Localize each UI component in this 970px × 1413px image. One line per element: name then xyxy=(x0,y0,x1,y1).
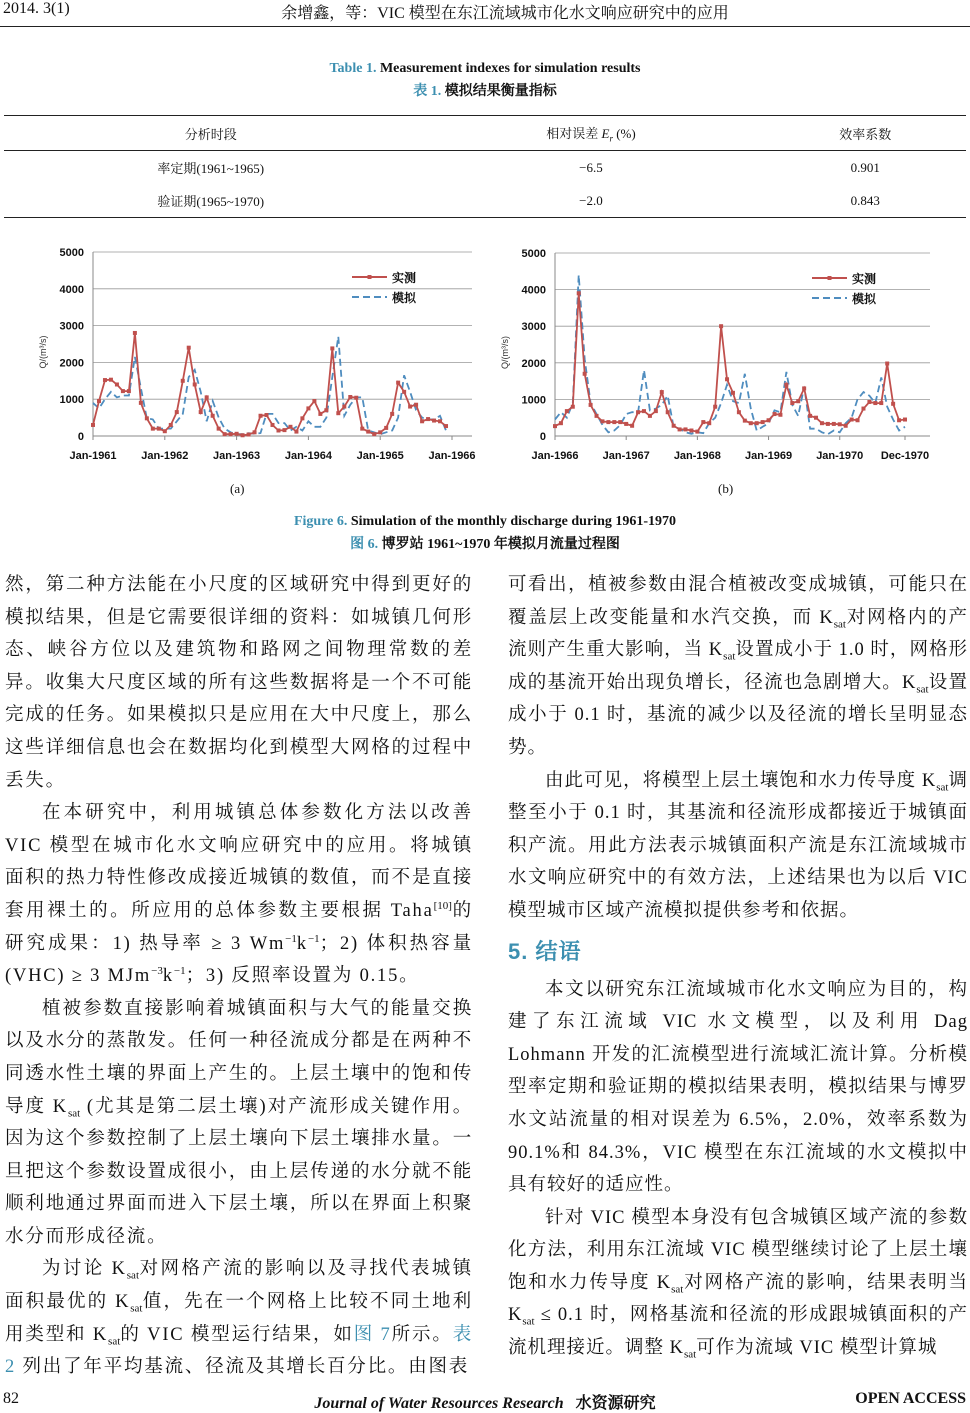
observed-data-point xyxy=(259,414,263,418)
observed-data-point xyxy=(253,430,257,434)
text-run: 设置成小于 0.1 时，基流的减少以及径流的增长呈明显态势。 xyxy=(508,672,968,758)
observed-data-point xyxy=(205,395,209,399)
subscript: sat xyxy=(833,618,846,631)
observed-data-point xyxy=(175,410,179,414)
text-run: 值，先在一个网格上比较不同土地利用类型和 K xyxy=(5,1292,473,1345)
body-paragraph xyxy=(508,1202,968,1365)
observed-data-point xyxy=(832,422,836,426)
subscript: sat xyxy=(522,1316,535,1329)
cell-error: −6.5 xyxy=(579,159,603,175)
text-run: (尤其是第二层土壤)对产流形成关键作用。因为这个参数控制了上层土壤向下层土壤排水量。一旦把这个参数设置成很小，由上层传递的水分就不能顺利地通过界面而进入下层土壤，所以在界面上积聚水分而形成径流。 xyxy=(5,1096,474,1247)
col-header-error: 相对误差 $E_r$ (%) xyxy=(546,125,636,144)
observed-data-point xyxy=(193,382,197,386)
text-run: 可看出，植被参数由混合植被改变成城镇，可能只在覆盖层上改变能量和水汽交换，而 K xyxy=(508,575,968,628)
legend-observed-marker xyxy=(368,275,372,279)
text-run: k xyxy=(162,966,174,987)
text-run: 可作为流域 VIC 模型计算城 xyxy=(696,1338,938,1359)
observed-data-point xyxy=(163,429,167,433)
y-tick-label: 2000 xyxy=(521,357,546,370)
observed-data-point xyxy=(636,410,640,414)
observed-data-point xyxy=(378,430,382,434)
open-access-label: OPEN ACCESS xyxy=(855,1390,966,1407)
observed-data-point xyxy=(217,427,221,431)
observed-data-point xyxy=(873,401,877,405)
subscript: sat xyxy=(684,1348,697,1361)
subscript: sat xyxy=(723,650,736,663)
observed-data-point xyxy=(796,399,800,403)
observed-data-point xyxy=(624,422,628,426)
observed-data-point xyxy=(737,410,741,414)
observed-data-point xyxy=(199,410,203,414)
observed-data-point xyxy=(826,422,830,426)
text-run: 植被参数直接影响着城镇面积与大气的能量交换以及水分的蒸散发。任何一种径流成分都是在两种不同透水性土壤的界面上产生的。上层土壤中的饱和传导度 K xyxy=(5,998,473,1117)
col-header-efficiency: 效率系数 xyxy=(839,126,892,142)
table-number-zh: 表 1. xyxy=(413,84,442,99)
observed-data-point xyxy=(127,389,131,393)
text-run: 所示。 xyxy=(391,1324,453,1345)
observed-data-point xyxy=(749,421,753,425)
text-run: 列出了年平均基流、径流及其增长百分比。由图表 xyxy=(16,1357,470,1378)
text-run: 在本研究中，利用城镇总体参数化方法以改善 VIC 模型在城市化水文响应研究中的应用。将城镇面积的热力特性修改成接近城镇的数值，而不是直接套用裸土的。所应用的总体参数主要根据 Taha xyxy=(5,803,473,921)
table-row xyxy=(4,151,966,185)
y-axis-label: Q/(m³/s) xyxy=(500,336,510,369)
discharge-charts xyxy=(0,235,970,475)
observed-data-point xyxy=(372,432,376,436)
y-tick-label: 0 xyxy=(77,431,84,443)
legend-observed-label: 实测 xyxy=(852,272,877,286)
text-run: 的研究成果：1) 热导率 ≥ 3 Wm xyxy=(5,900,473,954)
figure-caption-zh: 图 6. 博罗站 1961~1970 年模拟月流量过程图 xyxy=(350,537,620,552)
observed-data-point xyxy=(678,427,682,431)
observed-data-point xyxy=(366,430,370,434)
observed-data-point xyxy=(713,405,717,409)
x-tick-label: Jan-1969 xyxy=(745,450,793,462)
observed-data-point xyxy=(595,414,599,418)
table-title: Measurement indexes for simulation results xyxy=(379,61,641,76)
text-run: 对网格产流的影响，结果表明当 K xyxy=(508,1272,968,1326)
observed-data-point xyxy=(565,409,569,413)
text-run: 5. 结语 xyxy=(508,938,582,964)
table-title-zh: 模拟结果衡量指标 xyxy=(444,84,557,99)
text-run: 对网格内的产流则产生重大影响，当 K xyxy=(508,607,968,661)
superscript: −3 xyxy=(151,964,163,977)
cell-efficiency: 0.843 xyxy=(850,192,880,208)
observed-data-point xyxy=(306,406,310,410)
y-tick-label: 2000 xyxy=(59,357,84,370)
superscript: −1 xyxy=(307,932,320,945)
observed-data-point xyxy=(354,396,358,400)
text-run: 然，第二种方法能在小尺度的区域研究中得到更好的模拟结果，但是它需要很详细的资料：如城镇几何形态、峡谷方位以及建筑物和路网之间物理常数的差异。收集大尺度区域的所有这些数据将是一个不可能完成的任务。如果模拟只是应用在大中尺度上，那么这些详细信息也会在数据均化到模型大网格的过程中丢失。 xyxy=(5,575,473,791)
observed-data-point xyxy=(577,291,581,295)
observed-data-point xyxy=(241,433,245,437)
body-paragraph xyxy=(5,569,473,797)
observed-data-point xyxy=(838,422,842,426)
observed-data-point xyxy=(761,420,765,424)
legend-simulated-label: 模拟 xyxy=(392,291,417,305)
observed-data-point xyxy=(229,432,233,436)
subscript: sat xyxy=(936,781,949,794)
y-tick-label: 3000 xyxy=(521,321,546,334)
body-paragraph xyxy=(5,797,473,993)
observed-data-point xyxy=(396,381,400,385)
table-caption-zh xyxy=(413,80,557,100)
observed-data-point xyxy=(571,405,575,409)
x-tick-label: Jan-1968 xyxy=(673,450,721,462)
observed-data-point xyxy=(247,433,251,437)
text-run: k xyxy=(296,933,308,954)
observed-data-point xyxy=(336,411,340,415)
observed-data-point xyxy=(630,424,634,428)
body-paragraph xyxy=(508,569,968,765)
observed-data-point xyxy=(755,421,759,425)
subscript: sat xyxy=(108,1335,121,1348)
text-run: ≤ 0.1 时，网格基流和径流的形成跟城镇面积的产流机理接近。调整 K xyxy=(508,1305,968,1359)
header-divider xyxy=(0,26,970,27)
observed-data-point xyxy=(169,423,173,427)
observed-data-point xyxy=(856,418,860,422)
observed-data-point xyxy=(684,427,688,431)
observed-data-point xyxy=(903,418,907,422)
table-header-row xyxy=(4,116,966,151)
observed-data-point xyxy=(348,395,352,399)
observed-data-point xyxy=(384,426,388,430)
y-tick-label: 5000 xyxy=(59,247,84,259)
table-number: Table 1. xyxy=(329,61,377,76)
observed-data-point xyxy=(432,419,436,423)
observed-data-point xyxy=(618,420,622,424)
observed-data-point xyxy=(666,410,670,414)
cell-error: −2.0 xyxy=(579,192,603,208)
observed-data-point xyxy=(672,424,676,428)
superscript: −1 xyxy=(173,964,186,977)
observed-data-point xyxy=(181,379,185,383)
body-paragraph xyxy=(508,974,968,1202)
text-run: 本文以研究东江流域城市化水文响应为目的，构建了东江流域 VIC 水文模型，以及利用 Dag Lohmann 开发的汇流模型进行流域汇流计算。分析模型率定期和验证期的模拟结果表明，模拟结果与博罗水文站流量的相对误差为 6.5%，2.0%，效率系数为 90.1%和 84.3%，VIC 模型在东江流域的水文模拟中具有较好的适应性。 xyxy=(508,979,968,1196)
body-paragraph xyxy=(508,765,968,928)
observed-data-point xyxy=(767,418,771,422)
observed-data-point xyxy=(600,419,604,423)
page-number: 82 xyxy=(3,1390,19,1407)
observed-data-point xyxy=(103,378,107,382)
x-tick-label: Jan-1964 xyxy=(284,450,332,462)
legend-observed-marker xyxy=(828,276,832,280)
observed-data-point xyxy=(187,346,191,350)
observed-data-point xyxy=(145,416,149,420)
observed-data-point xyxy=(660,390,664,394)
observed-data-point xyxy=(719,324,723,328)
observed-data-point xyxy=(444,424,448,428)
table-row xyxy=(4,184,966,218)
observed-data-point xyxy=(390,412,394,416)
col-header-period: 分析时段 xyxy=(184,126,237,142)
y-tick-label: 5000 xyxy=(521,248,546,260)
text-run: 为讨论 K xyxy=(42,1259,127,1280)
x-tick-label: Jan-1965 xyxy=(356,450,404,462)
body-paragraph xyxy=(5,1253,473,1383)
observed-data-point xyxy=(414,403,418,407)
y-tick-label: 4000 xyxy=(59,283,84,296)
observed-data-point xyxy=(438,419,442,423)
x-tick-label: Jan-1962 xyxy=(141,450,189,462)
issue-number: 2014. 3(1) xyxy=(3,0,70,17)
observed-data-point xyxy=(408,405,412,409)
observed-data-point xyxy=(701,420,705,424)
observed-data-point xyxy=(731,391,735,395)
table-caption-en xyxy=(330,61,641,77)
observed-data-point xyxy=(115,382,119,386)
subfigure-label-a: (a) xyxy=(230,481,245,496)
cell-period: 验证期(1965~1970) xyxy=(157,194,265,209)
observed-data-point xyxy=(897,418,901,422)
legend-observed-label: 实测 xyxy=(392,271,417,285)
y-axis-label: Q/(m³/s) xyxy=(38,335,48,369)
observed-data-point xyxy=(642,409,646,413)
observed-data-point xyxy=(850,418,854,422)
observed-data-point xyxy=(891,402,895,406)
body-column-left xyxy=(5,569,473,1384)
observed-data-point xyxy=(276,428,280,432)
x-tick-label: Jan-1963 xyxy=(213,450,261,462)
x-tick-label: Jan-1970 xyxy=(816,450,864,462)
observed-data-point xyxy=(235,432,239,436)
observed-data-point xyxy=(330,346,334,350)
text-run: 设置成小于 1.0 时，网格形成的基流开始出现负增长，径流也急剧增大。K xyxy=(508,640,968,693)
body-paragraph xyxy=(5,993,473,1254)
x-tick-label: Jan-1966 xyxy=(428,450,476,462)
superscript: [10] xyxy=(433,899,452,912)
observed-data-point xyxy=(318,412,322,416)
observed-data-point xyxy=(294,430,298,434)
legend-simulated-label: 模拟 xyxy=(852,292,877,306)
observed-data-point xyxy=(689,429,693,433)
observed-data-point xyxy=(695,430,699,434)
y-tick-label: 0 xyxy=(539,431,546,443)
observed-data-point xyxy=(121,389,125,393)
text-run: ；2) 体积热容量(VHC) ≥ 3 MJm xyxy=(5,933,473,987)
subscript: sat xyxy=(916,683,929,696)
observed-data-point xyxy=(271,423,275,427)
observed-data-point xyxy=(867,400,871,404)
text-run: ；3) 反照率设置为 0.15。 xyxy=(185,966,420,987)
x-tick-label: Jan-1967 xyxy=(602,450,650,462)
figure-caption-en: Figure 6. Simulation of the monthly discharge during 1961-1970 xyxy=(293,514,677,529)
observed-data-point xyxy=(725,377,729,381)
observed-data-point xyxy=(814,416,818,420)
observed-data-point xyxy=(589,403,593,407)
cell-efficiency: 0.901 xyxy=(850,159,880,175)
observed-data-point xyxy=(648,414,652,418)
measurement-table xyxy=(4,115,966,218)
observed-data-point xyxy=(360,427,364,431)
observed-data-point xyxy=(109,378,113,382)
observed-data-point xyxy=(802,386,806,390)
observed-data-point xyxy=(265,413,269,417)
observed-data-point xyxy=(324,408,328,412)
body-column-right xyxy=(508,569,968,1365)
observed-data-point xyxy=(885,362,889,366)
observed-data-point xyxy=(300,416,304,420)
observed-data-point xyxy=(778,413,782,417)
observed-data-point xyxy=(784,383,788,387)
observed-data-point xyxy=(553,424,557,428)
observed-data-point xyxy=(282,428,286,432)
cross-reference-link[interactable]: 表 2 xyxy=(5,1324,474,1378)
text-run: 对网格产流的影响以及寻找代表城镇面积最优的 K xyxy=(5,1259,473,1313)
observed-data-point xyxy=(342,405,346,409)
observed-data-point xyxy=(97,399,101,403)
text-run: 调整至小于 0.1 时，其基流和径流形成都接近于城镇面积产流。用此方法表示城镇面积产流是东江流域城市水文响应研究中的有效方法，上述结果也为以后 VIC 模型城市区域产流模拟提供参考和依据。 xyxy=(508,770,968,921)
observed-data-point xyxy=(402,390,406,394)
observed-data-point xyxy=(707,421,711,425)
subfigure-label-b: (b) xyxy=(718,481,734,496)
observed-data-point xyxy=(211,414,215,418)
text-run: 的 VIC 模型运行结果，如 xyxy=(120,1324,354,1345)
observed-data-point xyxy=(808,414,812,418)
y-tick-label: 4000 xyxy=(521,284,546,297)
observed-data-point xyxy=(612,420,616,424)
observed-data-point xyxy=(790,401,794,405)
observed-data-point xyxy=(844,424,848,428)
cross-reference-link[interactable]: 图 7 xyxy=(353,1324,392,1345)
chart-a xyxy=(38,247,476,462)
observed-data-point xyxy=(223,432,227,436)
observed-data-point xyxy=(583,372,587,376)
observed-data-point xyxy=(288,425,292,429)
text-run: 由此可见，将模型上层土壤饱和水力传导度 K xyxy=(545,770,937,791)
chart-b xyxy=(500,248,930,462)
x-tick-label: Jan-1961 xyxy=(69,450,117,462)
observed-data-point xyxy=(820,421,824,425)
journal-name: Journal of Water Resources Research 水资源研究 xyxy=(314,1395,656,1412)
observed-data-point xyxy=(91,423,95,427)
observed-data-point xyxy=(157,427,161,431)
superscript: −1 xyxy=(285,932,297,945)
observed-data-point xyxy=(861,407,865,411)
subscript: sat xyxy=(126,1270,140,1283)
subscript: sat xyxy=(130,1302,143,1315)
observed-data-point xyxy=(139,401,143,405)
section-heading xyxy=(508,936,968,968)
observed-data-point xyxy=(151,427,155,431)
subscript: sat xyxy=(671,1283,684,1296)
chart-legend xyxy=(352,270,417,305)
observed-data-point xyxy=(743,419,747,423)
chart-legend xyxy=(812,271,877,306)
cell-period: 率定期(1961~1965) xyxy=(157,161,265,176)
observed-data-point xyxy=(426,417,430,421)
y-tick-label: 1000 xyxy=(59,394,84,407)
observed-data-point xyxy=(133,331,137,335)
observed-data-point xyxy=(606,420,610,424)
observed-data-point xyxy=(772,412,776,416)
text-run: 针对 VIC 模型本身没有包含城镇区域产流的参数化方法，利用东江流域 VIC 模型继续讨论了上层土壤饱和水力传导度 K xyxy=(508,1207,968,1293)
observed-data-point xyxy=(654,409,658,413)
observed-data-point xyxy=(559,421,563,425)
subscript: sat xyxy=(67,1107,81,1120)
observed-data-point xyxy=(312,399,316,403)
y-tick-label: 3000 xyxy=(59,320,84,333)
running-title: 余增鑫，等：VIC 模型在东江流域城市化水文响应研究中的应用 xyxy=(281,5,729,22)
observed-data-point xyxy=(879,401,883,405)
x-tick-label: Jan-1966 xyxy=(531,450,579,462)
observed-data-point xyxy=(420,419,424,423)
y-tick-label: 1000 xyxy=(521,394,546,407)
x-tick-label: Dec-1970 xyxy=(880,450,930,462)
